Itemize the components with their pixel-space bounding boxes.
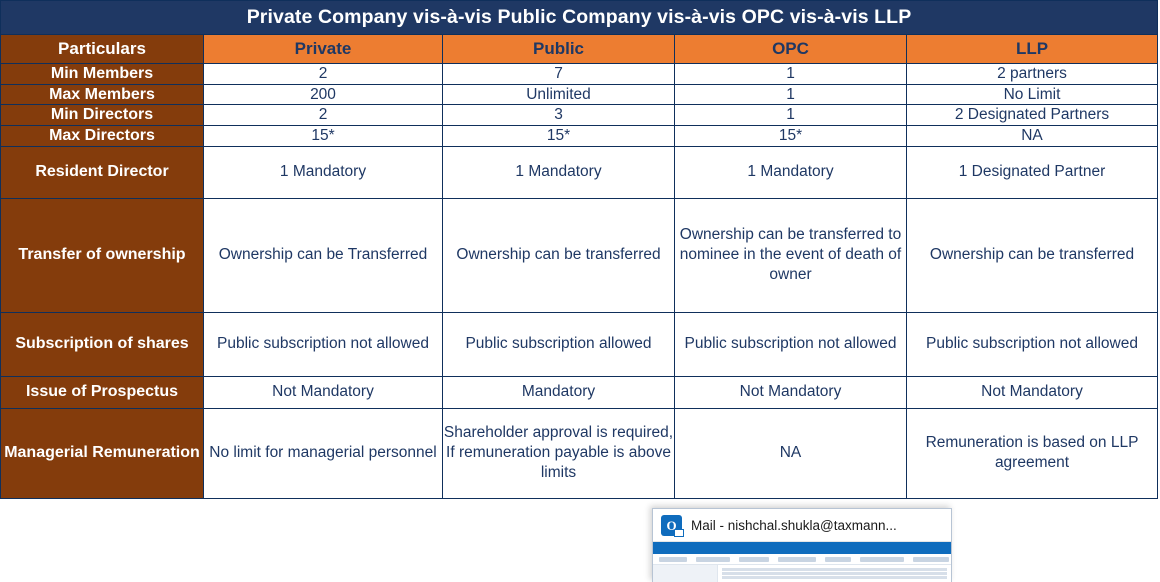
row-label: Subscription of shares <box>1 312 204 376</box>
cell-public: 1 Mandatory <box>443 146 675 198</box>
mail-popup-header[interactable] <box>653 509 951 542</box>
cell-llp: Public subscription not allowed <box>907 312 1158 376</box>
cell-opc: Public subscription not allowed <box>675 312 907 376</box>
table-row <box>1 105 1158 126</box>
cell-private: No limit for managerial personnel <box>204 408 443 498</box>
mail-folder-pane <box>653 565 718 582</box>
column-header-public: Public <box>443 35 675 64</box>
mail-ribbon-bar <box>653 542 951 554</box>
cell-private: Public subscription not allowed <box>204 312 443 376</box>
table-row <box>1 376 1158 408</box>
cell-public: Mandatory <box>443 376 675 408</box>
cell-opc: 1 <box>675 105 907 126</box>
cell-opc: 1 <box>675 64 907 85</box>
mail-list <box>653 565 951 582</box>
cell-private: 2 <box>204 105 443 126</box>
column-header-particulars: Particulars <box>1 35 204 64</box>
row-label: Managerial Remuneration <box>1 408 204 498</box>
table-row <box>1 84 1158 105</box>
cell-public: Public subscription allowed <box>443 312 675 376</box>
table-row <box>1 408 1158 498</box>
cell-private: 1 Mandatory <box>204 146 443 198</box>
outlook-mail-popup[interactable] <box>652 508 952 582</box>
cell-opc: 1 Mandatory <box>675 146 907 198</box>
cell-llp: Ownership can be transferred <box>907 198 1158 312</box>
cell-opc: Not Mandatory <box>675 376 907 408</box>
table-row <box>1 146 1158 198</box>
column-header-llp: LLP <box>907 35 1158 64</box>
cell-private: Ownership can be Transferred <box>204 198 443 312</box>
row-label: Transfer of ownership <box>1 198 204 312</box>
table-row <box>1 64 1158 85</box>
column-header-opc: OPC <box>675 35 907 64</box>
mail-message-list <box>718 565 951 582</box>
cell-private: 200 <box>204 84 443 105</box>
cell-public: 15* <box>443 126 675 147</box>
table-row <box>1 126 1158 147</box>
cell-opc: 1 <box>675 84 907 105</box>
cell-private: Not Mandatory <box>204 376 443 408</box>
row-label: Min Members <box>1 64 204 85</box>
cell-llp: 1 Designated Partner <box>907 146 1158 198</box>
cell-llp: NA <box>907 126 1158 147</box>
cell-public: Ownership can be transferred <box>443 198 675 312</box>
table-title-row <box>1 1 1158 35</box>
cell-llp: 2 Designated Partners <box>907 105 1158 126</box>
mail-popup-title: Mail - nishchal.shukla@taxmann... <box>691 517 897 533</box>
row-label: Max Members <box>1 84 204 105</box>
mail-popup-preview[interactable] <box>653 542 951 582</box>
row-label: Resident Director <box>1 146 204 198</box>
cell-public: 3 <box>443 105 675 126</box>
table-header-row <box>1 35 1158 64</box>
page-title: Private Company vis-à-vis Public Company vis-à-vis OPC vis-à-vis LLP <box>1 1 1158 35</box>
cell-private: 2 <box>204 64 443 85</box>
cell-llp: 2 partners <box>907 64 1158 85</box>
cell-public: Shareholder approval is required, If remuneration payable is above limits <box>443 408 675 498</box>
cell-public: 7 <box>443 64 675 85</box>
cell-opc: NA <box>675 408 907 498</box>
cell-opc: 15* <box>675 126 907 147</box>
row-label: Min Directors <box>1 105 204 126</box>
row-label: Max Directors <box>1 126 204 147</box>
outlook-icon <box>661 515 682 536</box>
table-row <box>1 198 1158 312</box>
cell-llp: Remuneration is based on LLP agreement <box>907 408 1158 498</box>
mail-toolbar <box>653 554 951 565</box>
cell-public: Unlimited <box>443 84 675 105</box>
column-header-private: Private <box>204 35 443 64</box>
table-row <box>1 312 1158 376</box>
row-label: Issue of Prospectus <box>1 376 204 408</box>
cell-llp: No Limit <box>907 84 1158 105</box>
cell-private: 15* <box>204 126 443 147</box>
cell-opc: Ownership can be transferred to nominee in the event of death of owner <box>675 198 907 312</box>
cell-llp: Not Mandatory <box>907 376 1158 408</box>
